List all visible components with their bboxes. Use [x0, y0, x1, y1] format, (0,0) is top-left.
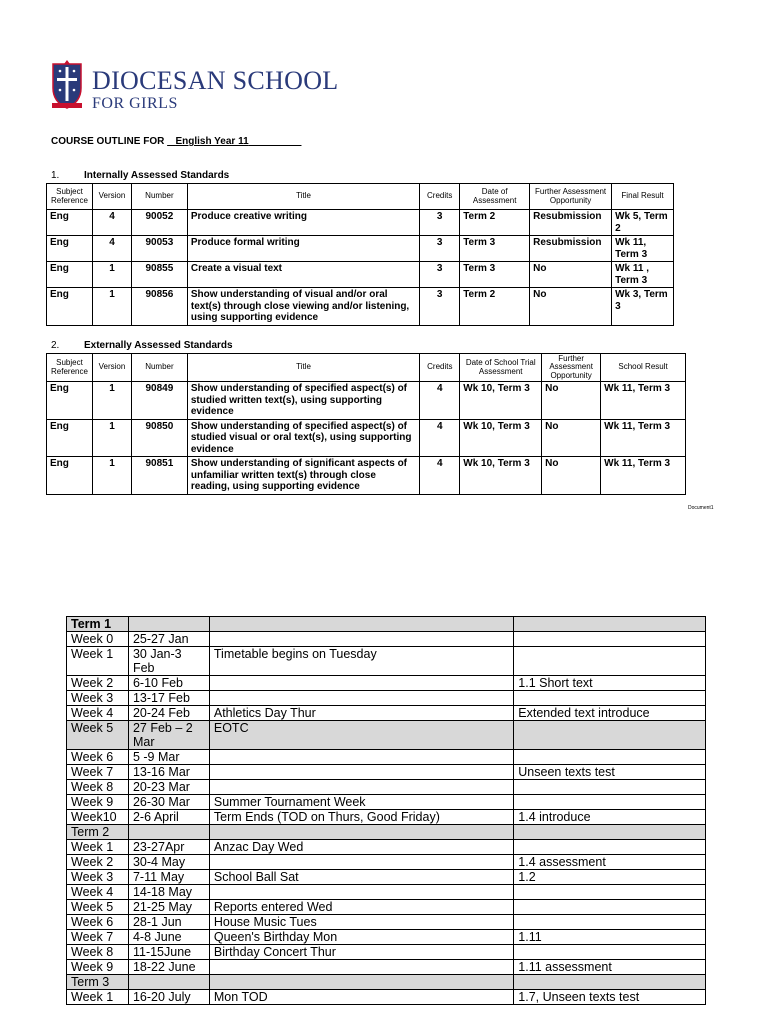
cell-event: Queen's Birthday Mon: [209, 930, 513, 945]
cell-week: Week 3: [67, 870, 129, 885]
cell-dates: 16-20 July: [128, 990, 209, 1005]
cell-note: [514, 915, 706, 930]
cell-result: Wk 5, Term 2: [612, 210, 674, 236]
col-header-date: Date of School Trial Assessment: [460, 354, 542, 382]
cell-note: [514, 632, 706, 647]
cell-week: Term 1: [67, 617, 129, 632]
cell-week: Week 0: [67, 632, 129, 647]
cell-event: Birthday Concert Thur: [209, 945, 513, 960]
cell-note: 1.11: [514, 930, 706, 945]
cell-event: Anzac Day Wed: [209, 840, 513, 855]
table-row: [47, 262, 674, 288]
week-row: [67, 930, 706, 945]
school-name-line1: DIOCESAN SCHOOL: [92, 66, 339, 95]
cell-dates: 23-27Apr: [128, 840, 209, 855]
week-row: [67, 706, 706, 721]
cell-title: Show understanding of significant aspects of unfamiliar written text(s) through close reading, using supporting evidence: [187, 457, 419, 495]
cell-result: Wk 11 , Term 3: [612, 262, 674, 288]
col-header-subject-ref: Subject Reference: [47, 184, 93, 210]
cell-subject-ref: Eng: [47, 288, 93, 326]
cell-dates: 4-8 June: [128, 930, 209, 945]
cell-further-opportunity: Resubmission: [530, 236, 612, 262]
week-row: [67, 885, 706, 900]
cell-dates: 21-25 May: [128, 900, 209, 915]
term-heading-row: [67, 975, 706, 990]
cell-version: 4: [92, 236, 131, 262]
col-header-version: Version: [92, 354, 131, 382]
cell-dates: 18-22 June: [128, 960, 209, 975]
cell-dates: 28-1 Jun: [128, 915, 209, 930]
cell-note: [514, 691, 706, 706]
cell-further-opportunity: No: [542, 382, 601, 420]
cell-event: [209, 750, 513, 765]
course-outline-value: English Year 11: [175, 136, 249, 147]
cell-week: Week10: [67, 810, 129, 825]
cell-note: 1.1 Short text: [514, 676, 706, 691]
cell-subject-ref: Eng: [47, 262, 93, 288]
col-header-subject-ref: Subject Reference: [47, 354, 93, 382]
cell-week: Week 1: [67, 990, 129, 1005]
cell-credits: 4: [420, 382, 460, 420]
cell-event: [209, 825, 513, 840]
cell-dates: 30 Jan-3 Feb: [128, 647, 209, 676]
cell-version: 1: [92, 288, 131, 326]
cell-week: Week 5: [67, 900, 129, 915]
cell-week: Week 8: [67, 780, 129, 795]
cell-note: [514, 721, 706, 750]
cell-dates: 20-24 Feb: [128, 706, 209, 721]
col-header-result: Final Result: [612, 184, 674, 210]
cell-result: Wk 11, Term 3: [601, 382, 686, 420]
cell-dates: 27 Feb – 2 Mar: [128, 721, 209, 750]
cell-date: Wk 10, Term 3: [460, 382, 542, 420]
cell-event: [209, 691, 513, 706]
cell-event: [209, 975, 513, 990]
cell-week: Week 4: [67, 706, 129, 721]
cell-note: [514, 795, 706, 810]
week-row: [67, 960, 706, 975]
cell-dates: 6-10 Feb: [128, 676, 209, 691]
cell-week: Week 2: [67, 855, 129, 870]
cell-event: Athletics Day Thur: [209, 706, 513, 721]
week-row: [67, 870, 706, 885]
cell-subject-ref: Eng: [47, 236, 93, 262]
cell-number: 90851: [131, 457, 187, 495]
cell-week: Week 7: [67, 765, 129, 780]
cell-dates: 5 -9 Mar: [128, 750, 209, 765]
cell-event: EOTC: [209, 721, 513, 750]
external-standards-table: [46, 353, 686, 495]
cell-further-opportunity: No: [542, 457, 601, 495]
week-row: [67, 765, 706, 780]
cell-dates: 13-17 Feb: [128, 691, 209, 706]
cell-result: Wk 11, Term 3: [601, 457, 686, 495]
cell-note: [514, 647, 706, 676]
cell-note: [514, 975, 706, 990]
cell-note: 1.11 assessment: [514, 960, 706, 975]
cell-note: 1.7, Unseen texts test: [514, 990, 706, 1005]
cell-week: Week 6: [67, 750, 129, 765]
cell-credits: 3: [420, 236, 460, 262]
cell-note: [514, 617, 706, 632]
cell-note: [514, 885, 706, 900]
internal-standards-table: [46, 183, 674, 326]
col-header-further-opportunity: Further Assessment Opportunity: [542, 354, 601, 382]
week-row: [67, 721, 706, 750]
cell-event: Summer Tournament Week: [209, 795, 513, 810]
cell-title: Show understanding of specified aspect(s) of studied visual or oral text(s), using supporting evidence: [187, 419, 419, 457]
cell-credits: 4: [420, 457, 460, 495]
col-header-credits: Credits: [420, 354, 460, 382]
cell-result: Wk 11, Term 3: [612, 236, 674, 262]
cell-week: Week 8: [67, 945, 129, 960]
col-header-number: Number: [131, 354, 187, 382]
cell-title: Produce creative writing: [187, 210, 419, 236]
cell-event: [209, 960, 513, 975]
cell-title: Show understanding of specified aspect(s) of studied written text(s), using supporting evidence: [187, 382, 419, 420]
school-logo: [50, 58, 338, 112]
cell-event: Mon TOD: [209, 990, 513, 1005]
cell-note: [514, 840, 706, 855]
cell-event: [209, 676, 513, 691]
section-external-heading: 2. Externally Assessed Standards: [51, 340, 233, 351]
week-row: [67, 691, 706, 706]
cell-result: Wk 3, Term 3: [612, 288, 674, 326]
cell-number: 90856: [131, 288, 187, 326]
cell-week: Week 1: [67, 647, 129, 676]
cell-further-opportunity: No: [530, 288, 612, 326]
section-internal-heading: 1. Internally Assessed Standards: [51, 170, 230, 181]
cell-credits: 3: [420, 210, 460, 236]
term-heading-row: [67, 617, 706, 632]
cell-week: Week 1: [67, 840, 129, 855]
cell-dates: 25-27 Jan: [128, 632, 209, 647]
week-row: [67, 647, 706, 676]
cell-event: [209, 632, 513, 647]
cell-note: 1.4 introduce: [514, 810, 706, 825]
col-header-version: Version: [92, 184, 131, 210]
col-header-date: Date of Assessment: [460, 184, 530, 210]
cell-dates: 30-4 May: [128, 855, 209, 870]
cell-number: 90855: [131, 262, 187, 288]
cell-week: Week 6: [67, 915, 129, 930]
week-row: [67, 795, 706, 810]
cell-dates: 26-30 Mar: [128, 795, 209, 810]
cell-dates: 2-6 April: [128, 810, 209, 825]
cell-date: Term 3: [460, 236, 530, 262]
cell-event: House Music Tues: [209, 915, 513, 930]
cell-further-opportunity: No: [542, 419, 601, 457]
week-row: [67, 945, 706, 960]
cell-version: 4: [92, 210, 131, 236]
cell-credits: 3: [420, 288, 460, 326]
cell-week: Week 9: [67, 795, 129, 810]
cell-dates: [128, 825, 209, 840]
cell-dates: 20-23 Mar: [128, 780, 209, 795]
week-row: [67, 810, 706, 825]
cell-date: Wk 10, Term 3: [460, 419, 542, 457]
cell-note: Unseen texts test: [514, 765, 706, 780]
cell-title: Show understanding of visual and/or oral text(s) through close viewing and/or listening, using supporting evidence: [187, 288, 419, 326]
cell-dates: 11-15June: [128, 945, 209, 960]
cell-dates: [128, 975, 209, 990]
week-row: [67, 900, 706, 915]
week-row: [67, 632, 706, 647]
cell-event: [209, 780, 513, 795]
cell-note: [514, 750, 706, 765]
table-row: [47, 236, 674, 262]
cell-event: Term Ends (TOD on Thurs, Good Friday): [209, 810, 513, 825]
table-row: [47, 382, 686, 420]
cell-version: 1: [92, 457, 131, 495]
col-header-credits: Credits: [420, 184, 460, 210]
week-row: [67, 676, 706, 691]
cell-result: Wk 11, Term 3: [601, 419, 686, 457]
cell-credits: 4: [420, 419, 460, 457]
week-row: [67, 840, 706, 855]
cell-event: [209, 885, 513, 900]
cell-event: Reports entered Wed: [209, 900, 513, 915]
cell-subject-ref: Eng: [47, 382, 93, 420]
cell-date: Term 3: [460, 262, 530, 288]
table-row: [47, 419, 686, 457]
cell-subject-ref: Eng: [47, 210, 93, 236]
cell-week: Week 5: [67, 721, 129, 750]
cell-date: Term 2: [460, 210, 530, 236]
cell-number: 90052: [131, 210, 187, 236]
cell-further-opportunity: Resubmission: [530, 210, 612, 236]
col-header-number: Number: [131, 184, 187, 210]
cell-title: Create a visual text: [187, 262, 419, 288]
cell-note: Extended text introduce: [514, 706, 706, 721]
term-calendar-table: [66, 616, 706, 1005]
table-header-row: [47, 184, 674, 210]
course-outline-heading: [51, 136, 301, 147]
cell-event: Timetable begins on Tuesday: [209, 647, 513, 676]
cell-week: Term 3: [67, 975, 129, 990]
cell-week: Week 3: [67, 691, 129, 706]
week-row: [67, 750, 706, 765]
cell-event: [209, 617, 513, 632]
cell-note: [514, 825, 706, 840]
cell-note: [514, 945, 706, 960]
cell-note: [514, 780, 706, 795]
cell-dates: 14-18 May: [128, 885, 209, 900]
col-header-result: School Result: [601, 354, 686, 382]
week-row: [67, 855, 706, 870]
table-row: [47, 457, 686, 495]
cell-number: 90850: [131, 419, 187, 457]
cell-date: Term 2: [460, 288, 530, 326]
cell-credits: 3: [420, 262, 460, 288]
col-header-title: Title: [187, 184, 419, 210]
cell-event: School Ball Sat: [209, 870, 513, 885]
cell-dates: 7-11 May: [128, 870, 209, 885]
cell-dates: [128, 617, 209, 632]
cell-date: Wk 10, Term 3: [460, 457, 542, 495]
document-tag: Document1: [688, 505, 714, 511]
col-header-title: Title: [187, 354, 419, 382]
cell-week: Term 2: [67, 825, 129, 840]
week-row: [67, 915, 706, 930]
cell-version: 1: [92, 262, 131, 288]
table-row: [47, 288, 674, 326]
cell-event: [209, 765, 513, 780]
course-outline-label: COURSE OUTLINE FOR: [51, 136, 165, 147]
cell-note: 1.2: [514, 870, 706, 885]
cell-subject-ref: Eng: [47, 419, 93, 457]
cell-week: Week 7: [67, 930, 129, 945]
week-row: [67, 990, 706, 1005]
cell-further-opportunity: No: [530, 262, 612, 288]
week-row: [67, 780, 706, 795]
cell-week: Week 2: [67, 676, 129, 691]
cell-dates: 13-16 Mar: [128, 765, 209, 780]
cell-version: 1: [92, 419, 131, 457]
term-heading-row: [67, 825, 706, 840]
cell-subject-ref: Eng: [47, 457, 93, 495]
cell-number: 90849: [131, 382, 187, 420]
table-row: [47, 210, 674, 236]
col-header-further-opportunity: Further Assessment Opportunity: [530, 184, 612, 210]
cell-title: Produce formal writing: [187, 236, 419, 262]
school-crest-icon: [50, 58, 84, 110]
cell-week: Week 9: [67, 960, 129, 975]
school-name-line2: FOR GIRLS: [92, 95, 178, 112]
cell-version: 1: [92, 382, 131, 420]
cell-note: 1.4 assessment: [514, 855, 706, 870]
cell-week: Week 4: [67, 885, 129, 900]
cell-number: 90053: [131, 236, 187, 262]
table-header-row: [47, 354, 686, 382]
cell-event: [209, 855, 513, 870]
cell-note: [514, 900, 706, 915]
